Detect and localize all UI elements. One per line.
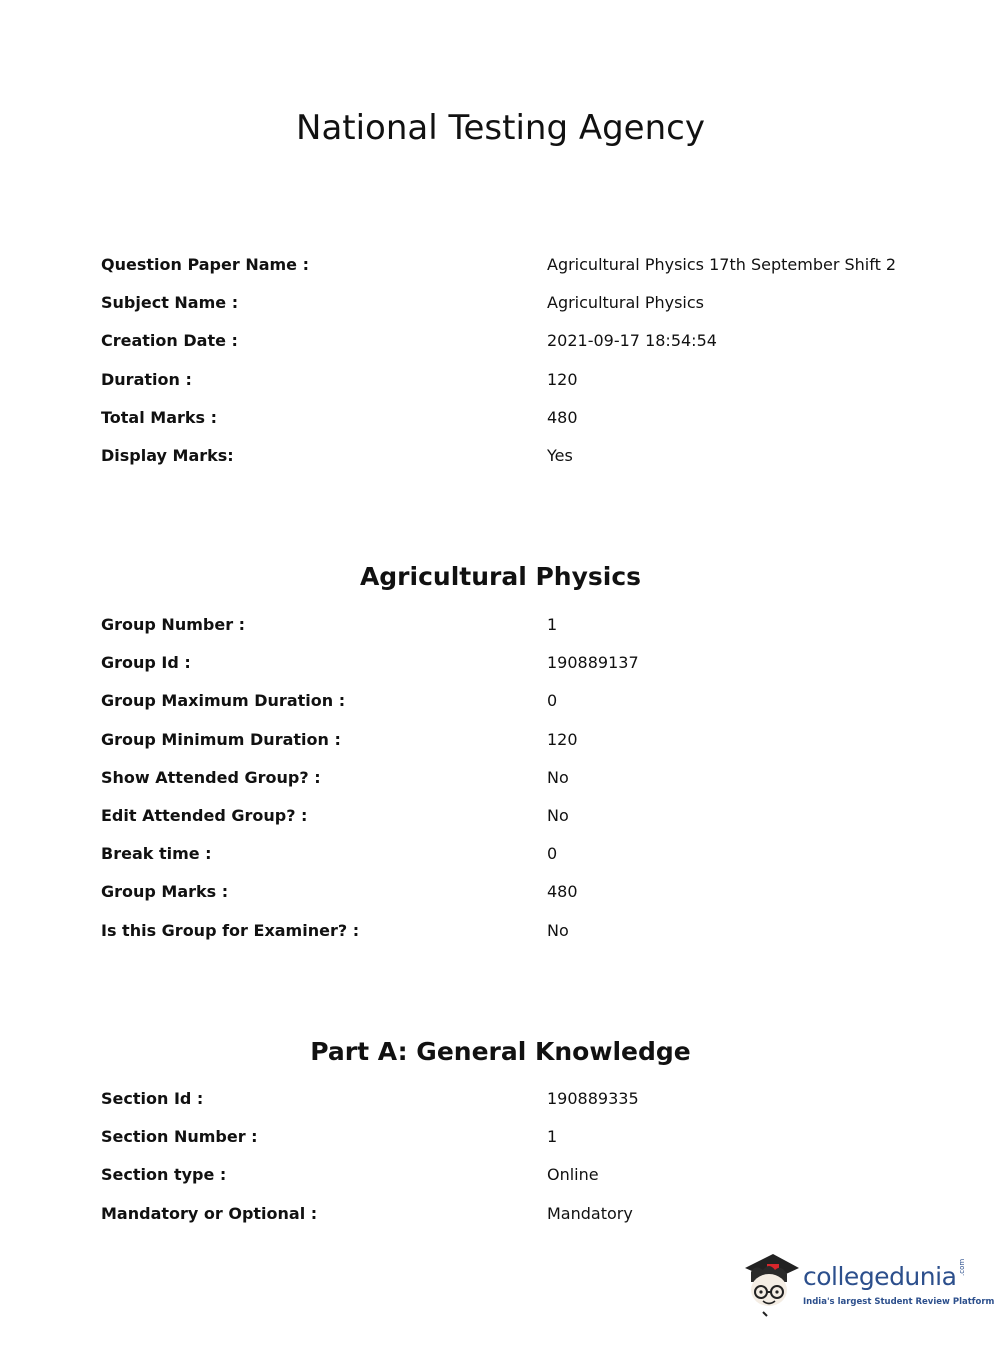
section-row-mandatory [101,1203,961,1241]
row-value: 0 [547,691,558,711]
row-value: 480 [547,407,578,427]
row-value: 1 [547,615,558,634]
row-label: Show Attended Group? : [101,767,321,787]
row-value: 2021-09-17 18:54:54 [547,331,717,351]
row-value: 480 [547,882,578,902]
section-row-id [101,1088,961,1126]
paper-info-table [101,254,961,483]
logo-tagline: India's largest Student Review Platform [803,1297,995,1307]
row-label: Creation Date : [101,331,238,351]
row-label: Total Marks : [101,407,218,427]
info-row-duration [101,369,961,407]
logo-suffix: .com [958,1258,966,1276]
group-row-break-time [101,843,961,881]
info-row-total-marks [101,407,961,445]
row-label: Section Number : [101,1127,258,1147]
document-title: National Testing Agency [296,108,705,148]
group-row-id [101,652,961,690]
group-row-show-attended [101,767,961,805]
group-row-max-duration [101,690,961,728]
row-label: Group Id : [101,653,191,673]
group-row-edit-attended [101,805,961,843]
group-row-number [101,614,961,652]
group-heading: Agricultural Physics [359,562,642,591]
row-label: Edit Attended Group? : [101,805,308,825]
row-value: No [547,920,569,940]
row-value: Yes [547,445,573,465]
info-row-subject-name [101,292,961,330]
row-label: Display Marks: [101,445,234,465]
info-row-creation-date [101,330,961,368]
logo-wordmark: collegedunia [803,1262,957,1291]
group-row-min-duration [101,729,961,767]
row-label: Section Id : [101,1089,204,1108]
row-label: Group Minimum Duration : [101,729,341,749]
row-label: Question Paper Name : [101,255,309,274]
group-row-examiner [101,920,961,958]
row-value: Online [547,1165,599,1185]
row-label: Group Maximum Duration : [101,691,346,711]
row-value: 1 [547,1127,558,1147]
row-value: No [547,767,569,787]
row-value: Agricultural Physics 17th September Shift 2 [547,255,897,274]
group-row-marks [101,881,961,919]
group-info-table [101,614,961,958]
row-label: Duration : [101,369,192,389]
row-label: Mandatory or Optional : [101,1203,318,1223]
row-value: 190889335 [547,1089,639,1108]
row-label: Section type : [101,1165,227,1185]
row-label: Group Number : [101,615,246,634]
section-info-table [101,1088,961,1241]
row-value: 190889137 [547,653,639,673]
info-row-display-marks [101,445,961,483]
row-value: 120 [547,369,578,389]
row-value: 0 [547,844,558,864]
row-label: Break time : [101,844,212,864]
section-row-number [101,1126,961,1164]
row-value: Agricultural Physics [547,293,705,313]
info-row-question-paper-name [101,254,961,292]
row-label: Group Marks : [101,882,229,902]
row-label: Is this Group for Examiner? : [101,920,360,940]
row-value: No [547,805,569,825]
section-heading: Part A: General Knowledge [310,1037,691,1066]
row-label: Subject Name : [101,293,239,313]
row-value: Mandatory [547,1203,633,1223]
row-value: 120 [547,729,578,749]
section-row-type [101,1164,961,1202]
